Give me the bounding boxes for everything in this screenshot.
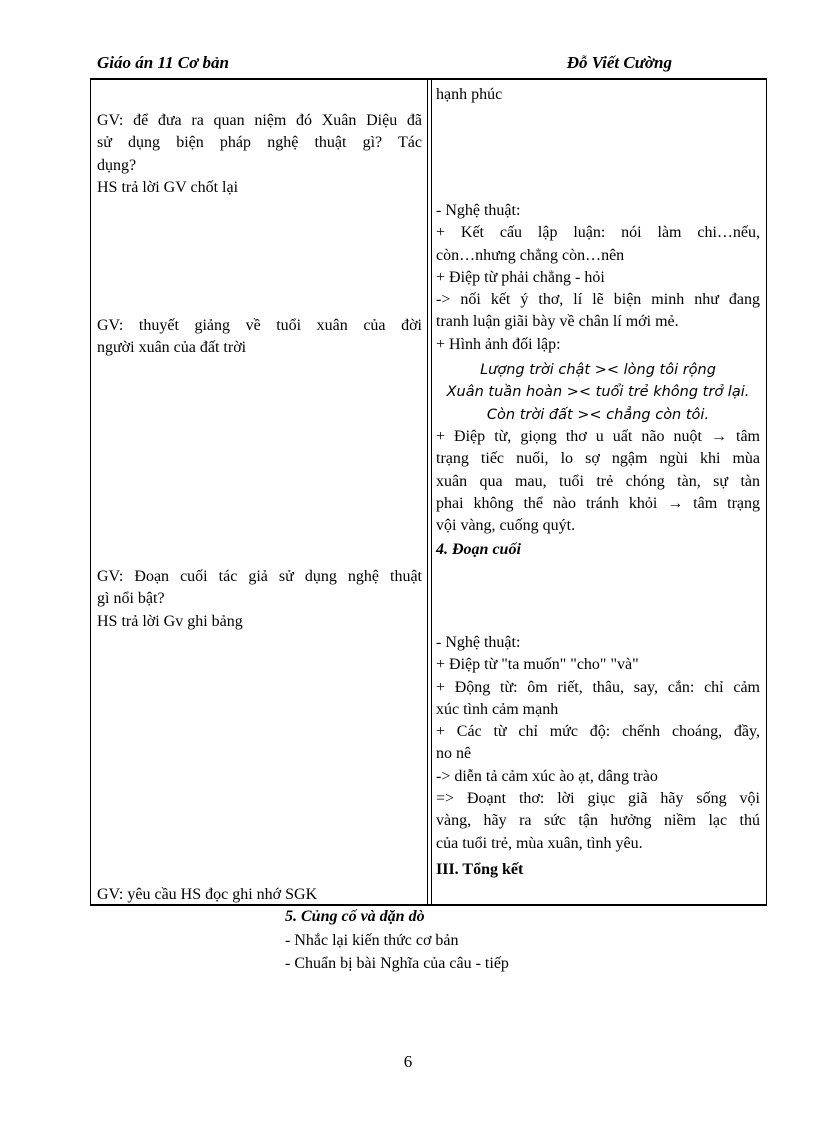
column-divider-inner: [431, 80, 432, 904]
content-art-analysis: [436, 200, 760, 356]
teacher-instruction-summary: [97, 884, 422, 906]
text-line: tranh luận giãi bày về chân lí mới mẻ.: [436, 313, 679, 331]
text-line: GV: để đưa ra quan niệm đó Xuân Diệu đã: [97, 112, 422, 129]
text-line: -> nối kết ý thơ, lí lẽ biện minh như đang: [436, 291, 760, 309]
teacher-question-art: [97, 110, 422, 199]
text-line: + Kết cấu lập luận: nói làm chi…nếu,: [436, 224, 760, 242]
text-line: xuân qua mau, tuổi trẻ chóng tàn, sự tàn: [436, 472, 760, 490]
header-course-title: Giáo án 11 Cơ bản: [97, 53, 229, 72]
teacher-lecture-youth: [97, 315, 422, 360]
contrast-images: [436, 359, 760, 426]
text-line: người xuân của đất trời: [97, 339, 247, 357]
text-line: - Nghệ thuật:: [436, 634, 521, 651]
text-line: => Đoạnt thơ: lời giục giã hãy sống vội: [436, 790, 760, 808]
header-author: Đỗ Viết Cường: [566, 53, 672, 72]
text-line: III. Tổng kết: [436, 861, 524, 878]
text-line: Xuân tuần hoàn >< tuổi trẻ không trở lại.: [446, 384, 750, 401]
text-line: còn…nhưng chẳng còn…nên: [436, 246, 625, 264]
text-line: + Động từ: ôm riết, thâu, say, cắn: chỉ cảm: [436, 678, 760, 696]
text-line: GV: yêu cầu HS đọc ghi nhớ SGK: [97, 886, 318, 903]
text-line: no nê: [436, 745, 472, 763]
consolidation-item: - Nhắc lại kiến thức cơ bản: [285, 931, 459, 949]
text-line: 4. Đoạn cuối: [436, 541, 521, 558]
teacher-question-final: [97, 566, 422, 633]
lesson-table: [90, 80, 767, 906]
content-final-art: [436, 632, 760, 855]
text-line: vội vàng, cuống quýt.: [436, 517, 576, 535]
text-line: phai không thể nào tránh khỏi → tâm trạng: [436, 494, 760, 512]
text-line: -> diễn tả cảm xúc ào ạt, dâng trào: [436, 767, 658, 785]
text-line: sử dụng biện pháp nghệ thuật gì? Tác: [97, 134, 422, 152]
text-line: trạng tiếc nuối, lo sợ ngậm ngùi khi mùa: [436, 450, 760, 468]
text-line: Lượng trời chật >< lòng tôi rộng: [480, 362, 716, 378]
content-happiness: [436, 84, 760, 106]
page-header: [90, 52, 767, 76]
column-divider: [427, 80, 428, 904]
text-line: + Hình ảnh đối lập:: [436, 335, 561, 353]
section-heading-summary: [436, 859, 760, 881]
content-mood: [436, 426, 760, 537]
text-line: + Điệp từ "ta muốn" "cho" "và": [436, 656, 639, 674]
consolidation-section: [285, 905, 509, 976]
text-line: + Điệp từ phải chẳng - hỏi: [436, 268, 605, 286]
text-line: xúc tình cảm mạnh: [436, 700, 559, 718]
text-line: GV: Đoạn cuối tác giả sử dụng nghệ thuật: [97, 568, 422, 585]
text-line: hạnh phúc: [436, 86, 503, 103]
text-line: gì nổi bật?: [97, 590, 165, 608]
text-line: Còn trời đất >< chẳng còn tôi.: [486, 406, 710, 423]
text-line: GV: thuyết giảng về tuổi xuân của đời: [97, 317, 422, 334]
text-line: + Các từ chỉ mức độ: chếnh choáng, đầy,: [436, 723, 760, 741]
section-heading-final-part: [436, 539, 760, 561]
text-line: + Điệp từ, giọng thơ u uất não nuột → tâm: [436, 428, 760, 445]
page-number: 6: [403, 1052, 413, 1071]
text-line: vàng, hãy ra sức tận hưởng niềm lạc thú: [436, 812, 760, 830]
text-line: HS trả lời GV chốt lại: [97, 178, 239, 196]
text-line: của tuổi trẻ, mùa xuân, tình yêu.: [436, 834, 643, 852]
text-line: HS trả lời Gv ghi bảng: [97, 612, 243, 630]
text-line: dụng?: [97, 156, 137, 174]
consolidation-title: 5. Củng cố và dặn dò: [285, 908, 425, 925]
text-line: - Nghệ thuật:: [436, 202, 521, 219]
consolidation-item: - Chuẩn bị bài Nghĩa của câu - tiếp: [285, 955, 509, 972]
